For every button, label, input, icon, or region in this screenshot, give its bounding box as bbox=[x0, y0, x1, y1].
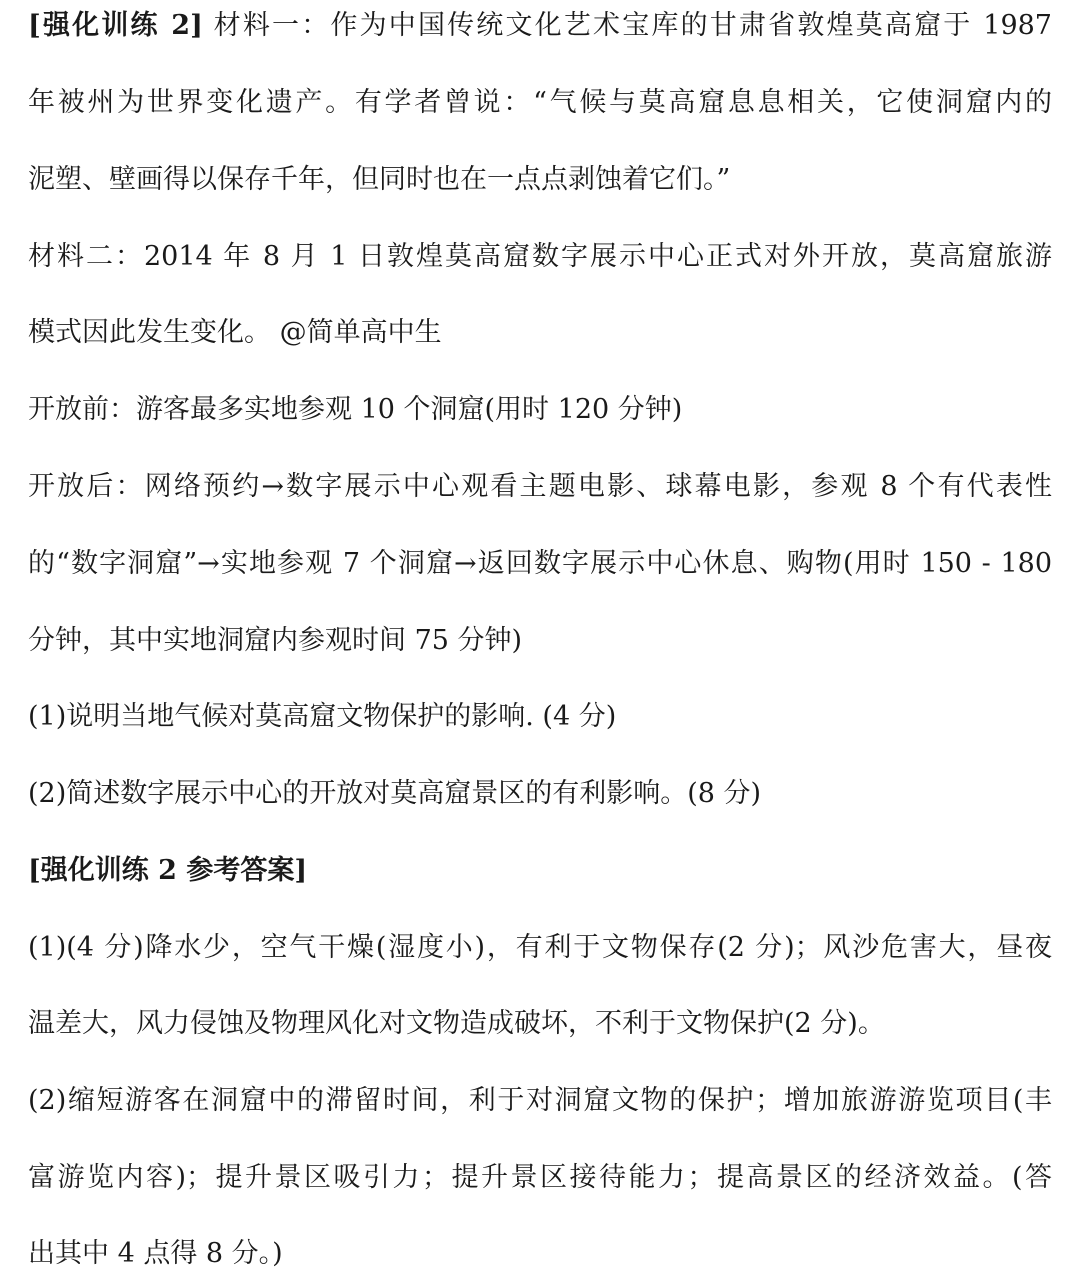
text-line: 的“数字洞窟”→实地参观 7 个洞窟→返回数字展示中心休息、购物(用时 150 - 180 bbox=[28, 548, 1052, 579]
text-line: 泥塑、壁画得以保存千年，但同时也在一点点剥蚀着它们。” bbox=[28, 164, 731, 195]
exercise-label: [强化训练 2] bbox=[28, 10, 203, 41]
text-line: 年被州为世界变化遗产。有学者曾说：“气候与莫高窟息息相关，它使洞窟内的 bbox=[28, 87, 1052, 118]
text-line: 温差大，风力侵蚀及物理风化对文物造成破坏，不利于文物保护(2 分)。 bbox=[28, 1008, 885, 1039]
answer-heading: [强化训练 2 参考答案] bbox=[28, 855, 308, 886]
text-line: 开放后：网络预约→数字展示中心观看主题电影、球幕电影，参观 8 个有代表性 bbox=[28, 471, 1052, 502]
text-line: 分钟，其中实地洞窟内参观时间 75 分钟) bbox=[28, 625, 523, 656]
text-line: 材料二：2014 年 8 月 1 日敦煌莫高窟数字展示中心正式对外开放，莫高窟旅游 bbox=[28, 241, 1052, 272]
text-line: 模式因此发生变化。 @简单高中生 bbox=[28, 317, 442, 348]
text-line: [强化训练 2] 材料一：作为中国传统文化艺术宝库的甘肃省敦煌莫高窟于 1987 bbox=[28, 10, 1052, 41]
text-line: (1)(4 分)降水少，空气干燥(湿度小)，有利于文物保存(2 分)；风沙危害大，昼夜 bbox=[28, 932, 1052, 963]
text-line: 出其中 4 点得 8 分。) bbox=[28, 1238, 283, 1269]
text-line: 富游览内容)；提升景区吸引力；提升景区接待能力；提高景区的经济效益。(答 bbox=[28, 1162, 1052, 1193]
text-line: 开放前：游客最多实地参观 10 个洞窟(用时 120 分钟) bbox=[28, 394, 683, 425]
text-line: (1)说明当地气候对莫高窟文物保护的影响. (4 分) bbox=[28, 701, 617, 732]
text-line: (2)简述数字展示中心的开放对莫高窟景区的有利影响。(8 分) bbox=[28, 778, 762, 809]
text-line: (2)缩短游客在洞窟中的滞留时间，利于对洞窟文物的保护；增加旅游游览项目(丰 bbox=[28, 1085, 1052, 1116]
